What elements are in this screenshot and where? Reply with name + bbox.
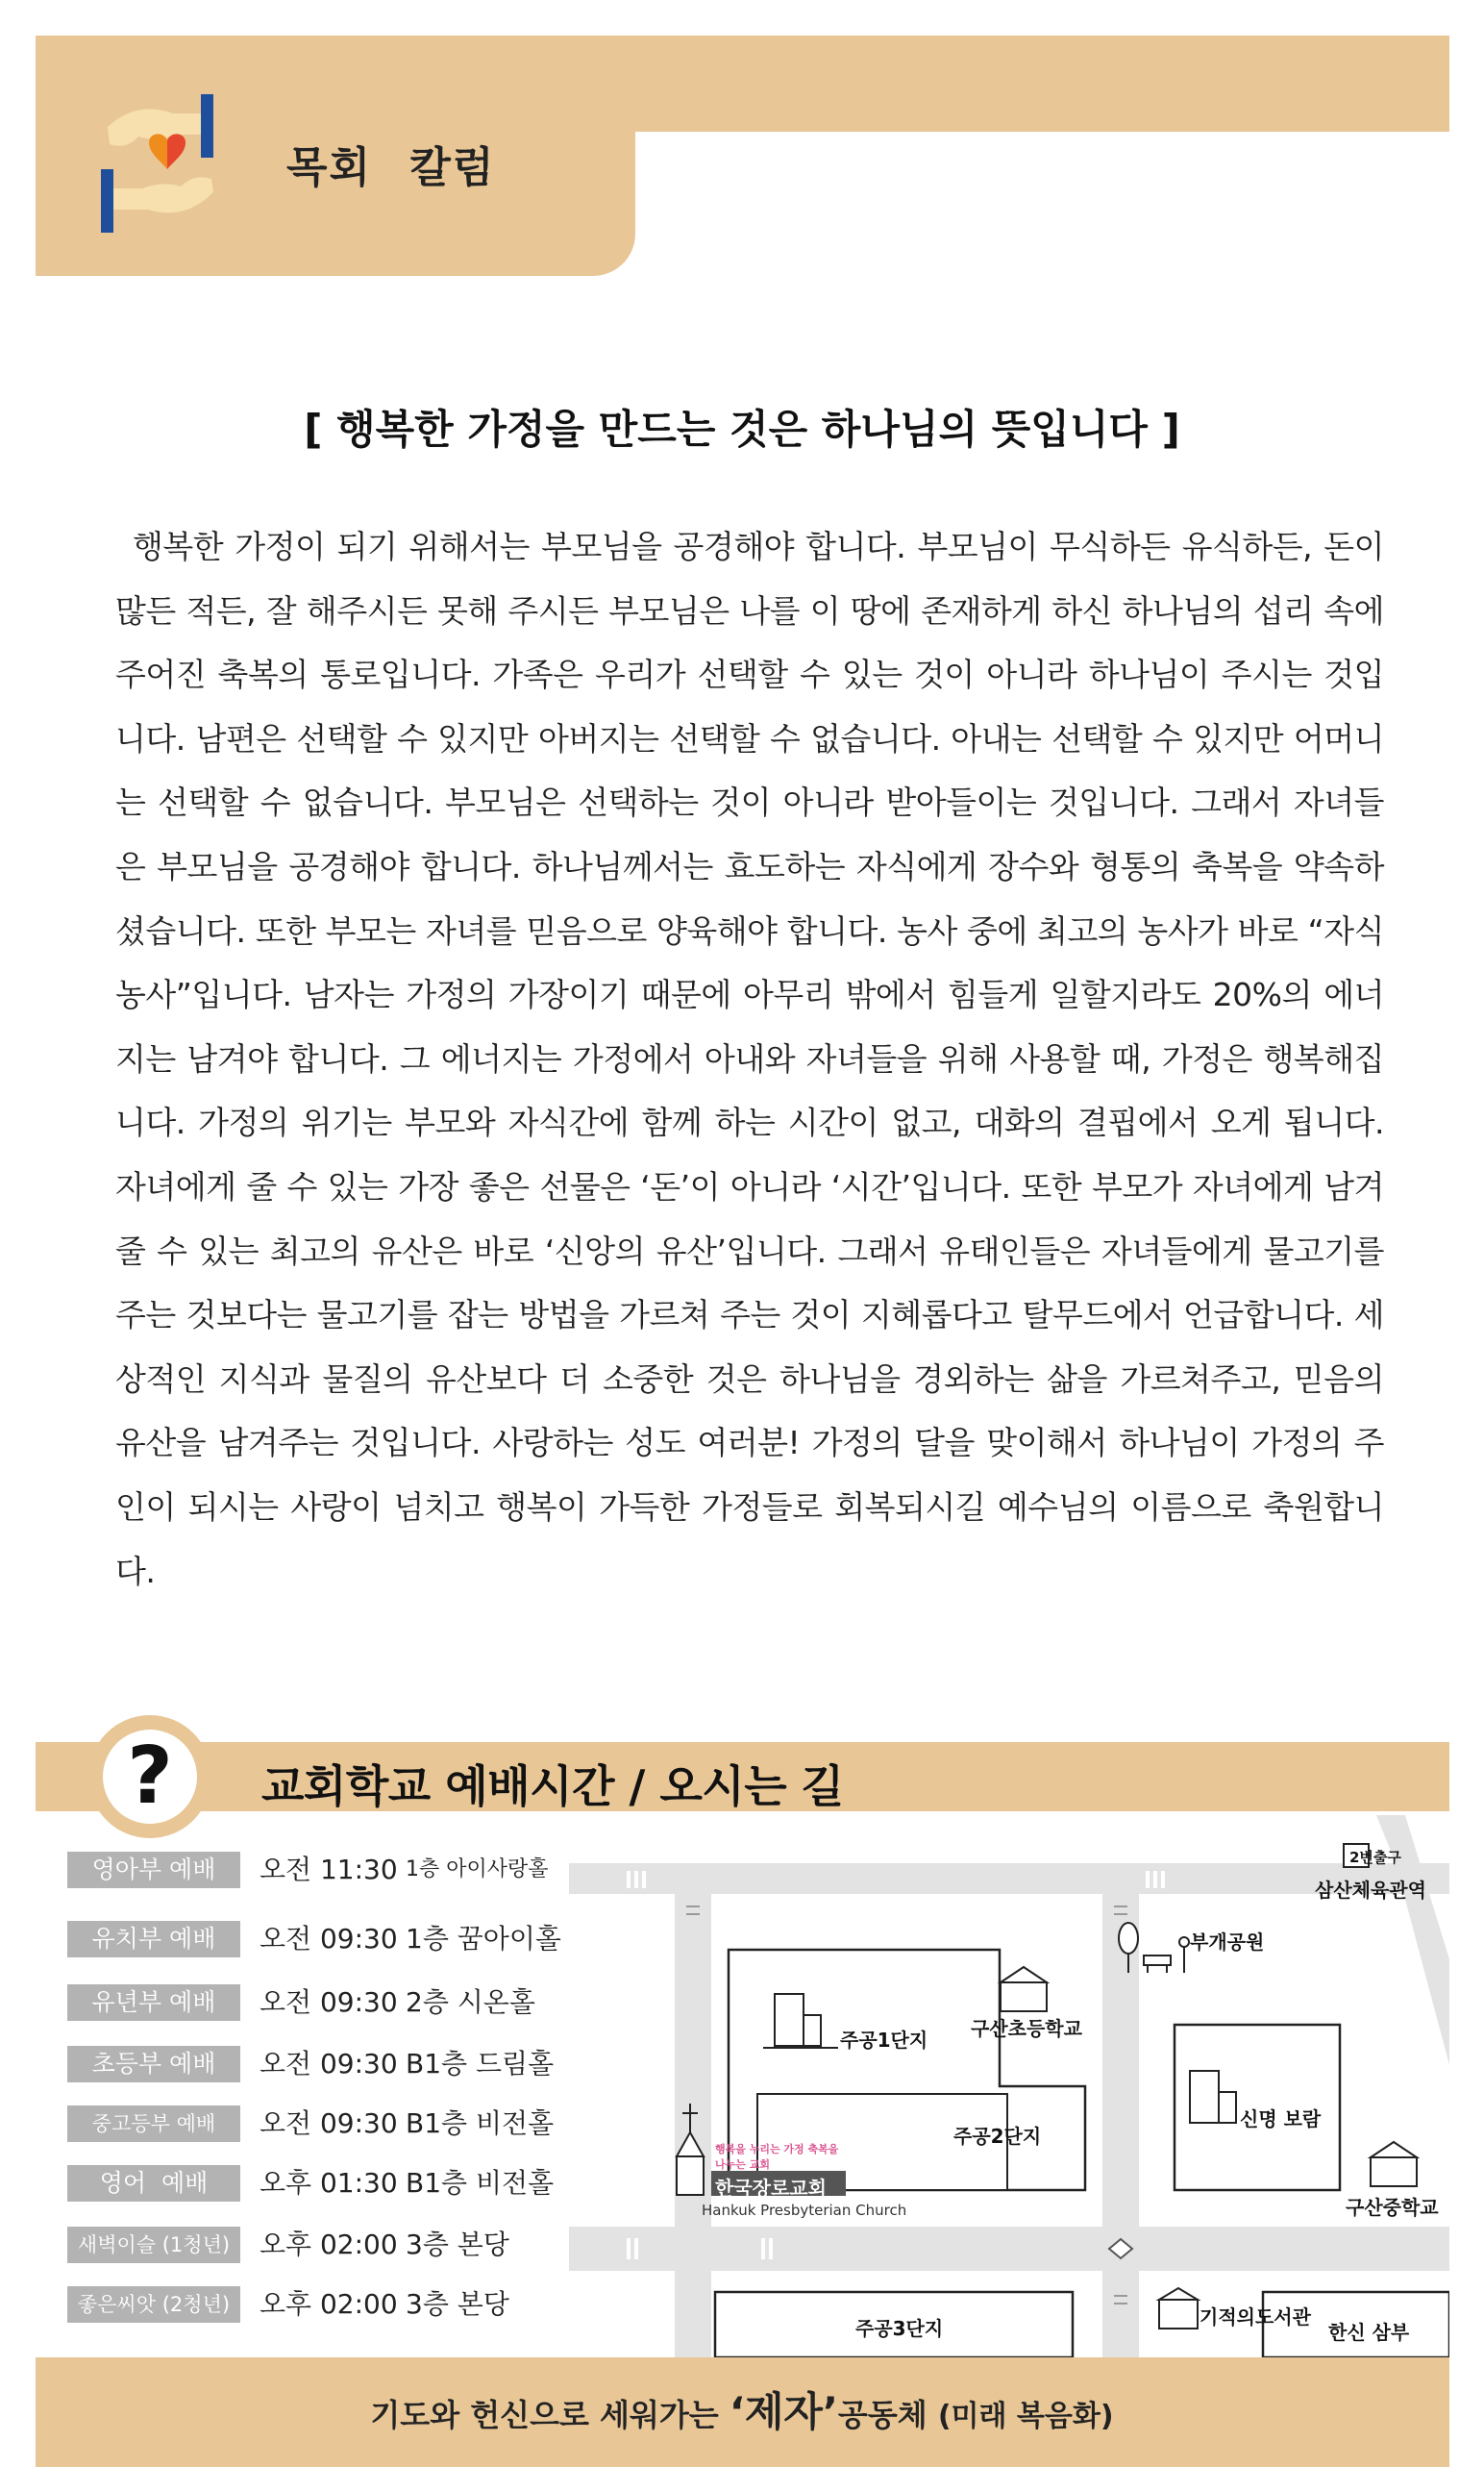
schedule-row [67,2165,567,2205]
footer-motto [0,2357,1484,2467]
map-label-hansin: 한신 삼부 [1328,2321,1410,2344]
schedule-time: 오후 02:00 [260,2288,398,2320]
schedule-label: 좋은씨앗 (2청년) [67,2286,240,2323]
map-label-park: 부개공원 [1190,1931,1265,1954]
schedule-time: 오전 09:30 [260,1923,398,1955]
map-label-library: 기적의도서관 [1200,2305,1311,2329]
page-title: 목회 칼럼 [286,143,496,192]
footer-highlight: ‘제자’ [729,2388,838,2435]
schedule-time: 오전 09:30 [260,2107,398,2139]
schedule-label: 유치부 예배 [67,1921,240,1957]
section-title: 교회학교 예배시간 / 오시는 길 [261,1760,844,1812]
schedule-label: 영아부 예배 [67,1852,240,1888]
schedule-row [67,2227,567,2267]
schedule-place: B1층 드림홀 [406,2048,555,2080]
schedule-label: 초등부 예배 [67,2046,240,2082]
directions-map [569,1815,1449,2357]
schedule-place: B1층 비전홀 [406,2167,555,2199]
schedule-place: 2층 시온홀 [406,1986,535,2018]
article-body: 행복한 가정이 되기 위해서는 부모님을 공경해야 합니다. 부모님이 무식하든 유식하든, 돈이 많든 적든, 잘 해주시든 못해 주시든 부모님은 나를 이 땅에 존재하게 하신 하나님의 섭리 속에 주어진 축복의 통로입니다. 가족은 우리가 선택할 수 있는 것이 아니라 하나님이 주시는 것입니다. 남편은 선택할 수 있지만 아버지는 선택할 수 없습니다. 아내는 선택할 수 있지만 어머니는 선택할 수 없습니다. 부모님은 선택하는 것이 아니라 받아들이는 것입니다. 그래서 자녀들은 부모님을 공경해야 합니다. 하나님께서는 효도하는 자식에게 장수와 형통의 축복을 약속하셨습니다. 또한 부모는 자녀를 믿음으로 양육해야 합니다. 농사 중에 최고의 농사가 바로 “자식농사”입니다. 남자는 가정의 가장이기 때문에 아무리 밖에서 힘들게 일할지라도 20%의 에너지는 남겨야 합니다. 그 에너지는 가정에서 아내와 자녀들을 위해 사용할 때, 가정은 행복해집니다. 가정의 위기는 부모와 자식간에 함께 하는 시간이 없고, 대화의 결핍에서 오게 됩니다. 자녀에게 줄 수 있는 가장 좋은 선물은 ‘돈’이 아니라 ‘시간’입니다. 또한 부모가 자녀에게 남겨 줄 수 있는 최고의 유산은 바로 ‘신앙의 유산’입니다. 그래서 유태인들은 자녀들에게 물고기를 주는 것보다는 물고기를 잡는 방법을 가르쳐 주는 것이 지혜롭다고 탈무드에서 언급합니다. 세상적인 지식과 물질의 유산보다 더 소중한 것은 하나님을 경외하는 삶을 가르쳐주고, 믿음의 유산을 남겨주는 것입니다. 사랑하는 성도 여러분! 가정의 달을 맞이해서 하나님이 가정의 주인이 되시는 사랑이 넘치고 행복이 가득한 가정들로 회복되시길 예수님의 이름으로 축원합니다. [115,528,1384,1590]
footer-text-after: 공동체 [837,2397,938,2433]
map-label-elem-school: 구산초등학교 [971,2017,1082,2040]
schedule-row [67,2105,567,2146]
schedule-label: 영어 예배 [67,2165,240,2202]
schedule-row [67,2286,567,2327]
footer-text-before: 기도와 헌신으로 세워가는 [370,2397,730,2433]
map-label-middle-school: 구산중학교 [1346,2196,1439,2219]
schedule-label: 새벽이슬 (1청년) [67,2227,240,2263]
schedule-time: 오전 11:30 [260,1854,398,1885]
schedule-place: B1층 비전홀 [406,2107,555,2139]
caring-hands-heart-icon [88,87,233,240]
schedule-place: 1층 아이사랑홀 [406,1857,549,1881]
schedule-time: 오후 02:00 [260,2229,398,2260]
map-label-complex1: 주공1단지 [840,2029,928,2052]
map-label-church: 한국장로교회 [715,2177,827,2200]
footer-sub: (미래 복음화) [937,2400,1114,2433]
schedule-place: 1층 꿈아이홀 [406,1923,561,1955]
map-label-gym: 삼산체육관역 [1315,1879,1426,1902]
article-title: [ 행복한 가정을 만드는 것은 하나님의 뜻입니다 ] [304,406,1180,453]
map-label-sinmyeong: 신명 보람 [1240,2107,1322,2130]
schedule-time: 오전 09:30 [260,2048,398,2080]
map-label-complex3: 주공3단지 [855,2317,944,2340]
schedule-place: 3층 본당 [406,2288,509,2320]
schedule-label: 중고등부 예배 [67,2105,240,2142]
schedule-row [67,1984,567,2025]
schedule-row [67,1852,567,1892]
schedule-row [67,2046,567,2086]
question-mark-icon: ? [127,1731,173,1822]
schedule-time: 오후 01:30 [260,2167,398,2199]
map-label-church-en: Hankuk Presbyterian Church [702,2202,907,2219]
schedule-place: 3층 본당 [406,2229,509,2260]
schedule-row [67,1921,567,1961]
map-label-complex2: 주공2단지 [953,2125,1042,2148]
schedule-time: 오전 09:30 [260,1986,398,2018]
schedule-label: 유년부 예배 [67,1984,240,2021]
map-church-slogan: 행복을 누리는 가정 축복을 나누는 교회 [715,2143,839,2171]
map-label-exit: 2번출구 [1349,1849,1401,1866]
